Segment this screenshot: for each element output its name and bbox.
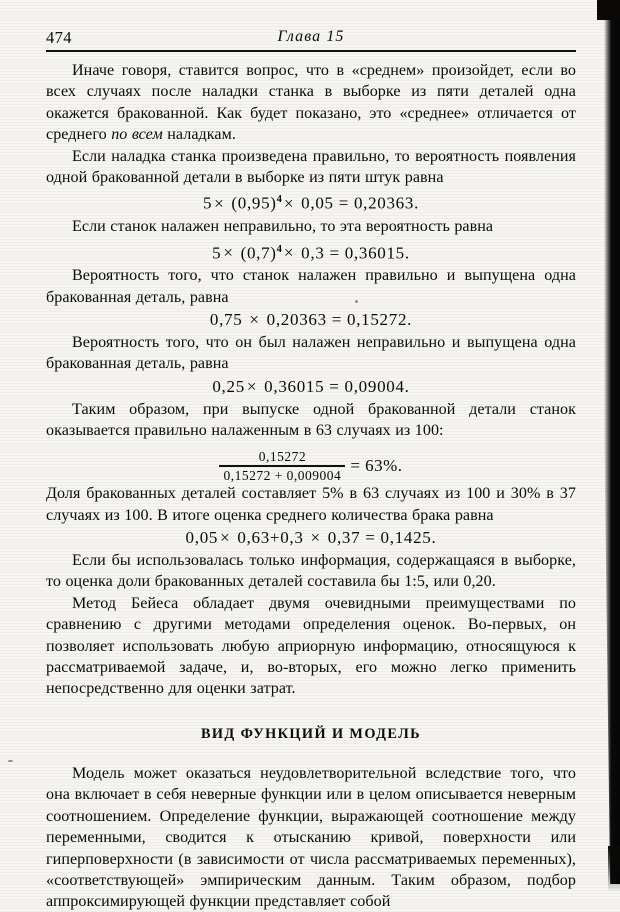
formula-2-exponent: 4 bbox=[276, 243, 282, 255]
fraction-denominator: 0,15272 + 0,009004 bbox=[223, 467, 342, 483]
formula-1-exponent: 4 bbox=[276, 194, 282, 206]
formula-1-result: 0,20363. bbox=[353, 194, 420, 214]
formula-4-factor-2: 0,36015 bbox=[264, 376, 325, 396]
formula-5-fraction bbox=[46, 449, 576, 484]
paragraph-1-emphasis: по всем bbox=[111, 126, 163, 144]
paragraph-10: Модель может оказаться неудовлетворительной вследствие того, что она включает в себя неверные функции или в целом описывается неверным соотношением. Определение функции, выражающей соотношение между переменными, сводится к отысканию кривой, поверхности или гиперповерхности (в зависимости от числа рассматриваемых переменных), «соответствующей» эмпирическим данным. Таким образом, подбор аппроксимирующей функции представляет собой bbox=[46, 764, 576, 911]
formula-1-factor-2: 0,05 bbox=[301, 194, 334, 214]
formula-2-times-2: × bbox=[283, 243, 295, 263]
formula-4-factor-1: 0,25 bbox=[212, 376, 245, 396]
paragraph-8: Если бы использовалась только информация, содержащаяся в выборке, то оценка доли бракованных деталей составила бы 1:5, или 0,20. bbox=[46, 552, 576, 591]
formula-4 bbox=[46, 375, 576, 399]
paragraph-5: Вероятность того, что он был налажен неправильно и выпущена одна бракованная деталь, равна bbox=[46, 333, 576, 373]
formula-6-term-4: 0,37 bbox=[327, 528, 361, 548]
formula-2-factor-1: 5 bbox=[212, 243, 222, 263]
paragraph-1-text: Иначе говоря, ставится вопрос, что в «среднем» произойдет, если во всех случаях после наладки станка в выборке из пяти деталей одна окажется бракованной. Как будет показано, это «среднее» отличается от среднего bbox=[46, 62, 576, 144]
formula-1-base: (0,95) bbox=[231, 194, 277, 214]
page-number: 474 bbox=[46, 28, 72, 47]
formula-2-base: (0,7) bbox=[240, 243, 277, 263]
formula-2 bbox=[46, 238, 576, 266]
formula-1-factor-1: 5 bbox=[202, 194, 213, 214]
page-header bbox=[46, 28, 576, 50]
fraction-numerator: 0,15272 bbox=[258, 448, 307, 464]
formula-1-equals: = bbox=[338, 194, 349, 214]
formula-3 bbox=[46, 308, 576, 332]
paragraph-6: Таким образом, при выпуске одной бракованной детали станок оказывается правильно налаженным в 63 случаях из 100: bbox=[46, 400, 576, 440]
scan-speck bbox=[8, 760, 13, 762]
formula-6-term-3: 0,3 bbox=[280, 528, 304, 548]
paragraph-2: Если наладка станка произведена правильно, то вероятность появления одной бракованной детали в выборке из пяти штук равна bbox=[46, 147, 576, 187]
formula-6-plus: + bbox=[269, 528, 281, 548]
formula-4-result: 0,09004. bbox=[344, 376, 410, 396]
formula-6-times-2: × bbox=[310, 528, 321, 548]
fraction-result: = 63%. bbox=[350, 456, 403, 476]
scan-edge-artifact-bottom bbox=[608, 846, 620, 892]
formula-1-times-1: × bbox=[214, 194, 225, 214]
formula-3-factor-2: 0,20363 bbox=[266, 309, 327, 329]
paragraph-7: Доля бракованных деталей составляет 5% в 63 случаях из 100 и 30% в 37 случаях из 100. В итоге оценка среднего количества брака равна bbox=[46, 485, 576, 524]
formula-2-factor-2: 0,3 bbox=[301, 243, 325, 263]
paragraph-9: Метод Бейеса обладает двумя очевидными преимуществами по сравнению с другими методами определения оценок. Во-первых, он позволяет использовать любую априорную информацию, относящуюся к рассматриваемой задаче, и, во-вторых, его можно легко применить непосредственно для оценки затрат. bbox=[46, 594, 576, 698]
formula-2-equals: = bbox=[329, 243, 340, 263]
formula-4-times-1: × bbox=[246, 376, 258, 396]
formula-1-times-2: × bbox=[283, 194, 295, 214]
scan-edge-artifact-top bbox=[597, 0, 620, 20]
section-heading: ВИД ФУНКЦИЙ И МОДЕЛЬ bbox=[200, 725, 422, 742]
paragraph-1 bbox=[46, 60, 576, 146]
header-rule bbox=[46, 50, 576, 52]
formula-4-equals: = bbox=[329, 376, 340, 396]
formula-3-equals: = bbox=[331, 309, 343, 329]
paragraph-1-tail: наладкам. bbox=[162, 126, 236, 144]
formula-2-times-1: × bbox=[223, 243, 234, 263]
scan-edge-artifact bbox=[594, 0, 620, 884]
formula-6-term-1: 0,05 bbox=[185, 528, 219, 548]
formula-6 bbox=[46, 526, 576, 550]
formula-6-equals: = bbox=[365, 528, 376, 548]
formula-2-result: 0,36015. bbox=[344, 243, 410, 263]
formula-6-times-1: × bbox=[220, 528, 231, 548]
running-head-chapter: Глава 15 bbox=[277, 28, 345, 45]
fraction bbox=[219, 449, 345, 484]
paragraph-4: Вероятность того, что станок налажен правильно и выпущена одна бракованная деталь, равна bbox=[46, 267, 576, 306]
scan-speck bbox=[355, 300, 358, 303]
formula-3-result: 0,15272. bbox=[347, 309, 413, 329]
formula-6-result: 0,1425. bbox=[380, 528, 437, 548]
formula-3-times-1: × bbox=[249, 309, 260, 329]
paragraph-3: Если станок налажен неправильно, то эта вероятность равна bbox=[72, 218, 494, 236]
formula-1 bbox=[46, 188, 576, 216]
formula-3-factor-1: 0,75 bbox=[209, 309, 243, 329]
formula-6-term-2: 0,63 bbox=[237, 528, 270, 548]
page-body bbox=[46, 60, 576, 912]
